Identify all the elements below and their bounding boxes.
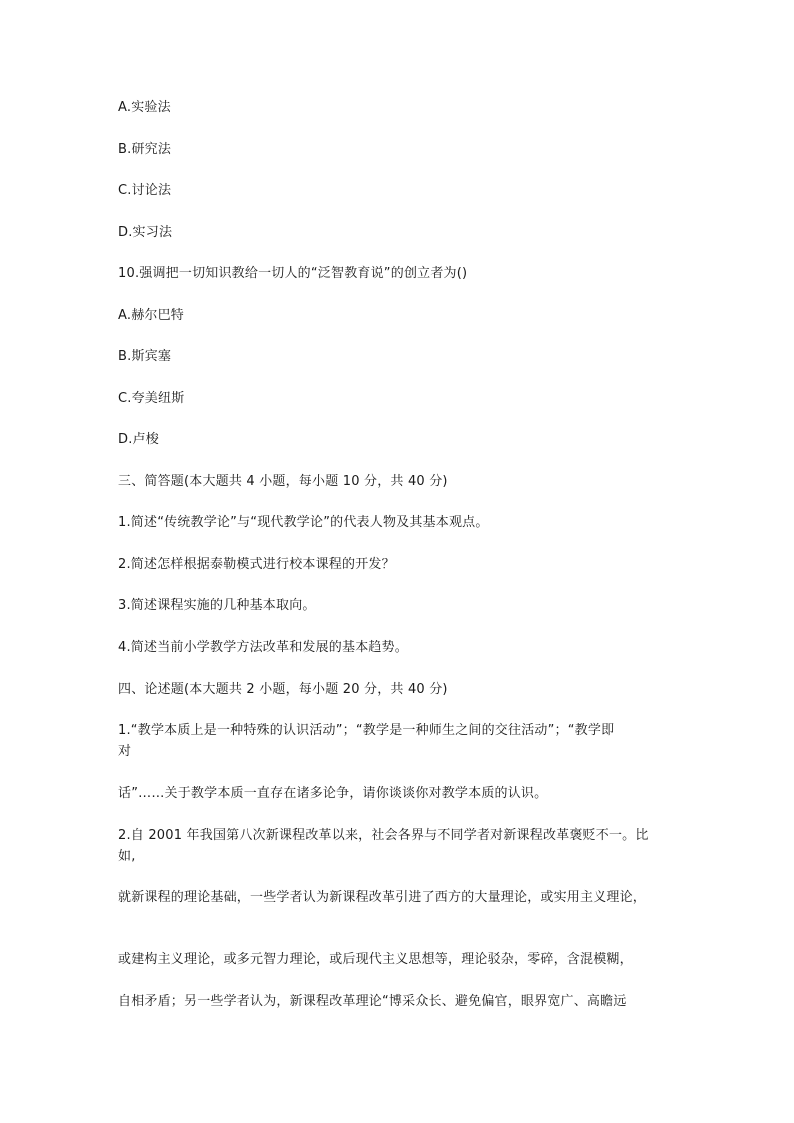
essay-2-line-2: 如,	[118, 849, 136, 864]
short-answer-1: 1.简述“传统教学论”与“现代教学论”的代表人物及其基本观点。	[118, 515, 489, 530]
short-answer-4: 4.简述当前小学教学方法改革和发展的基本趋势。	[118, 640, 409, 655]
option-a-experiment: A.实验法	[118, 100, 171, 115]
option-c-discussion: C.讨论法	[118, 183, 172, 198]
option-b-spencer: B.斯宾塞	[118, 349, 172, 364]
essay-2-line-1: 2.自 2001 年我国第八次新课程改革以来，社会各界与不同学者对新课程改革褒贬不一。比	[118, 828, 649, 843]
short-answer-2: 2.简述怎样根据泰勒模式进行校本课程的开发？	[118, 557, 395, 572]
essay-2-line-5: 自相矛盾；另一些学者认为，新课程改革理论“博采众长、避免偏官，眼界宽广、高瞻远	[118, 994, 627, 1009]
option-c-comenius: C.夸美纽斯	[118, 391, 185, 406]
option-a-herbart: A.赫尔巴特	[118, 308, 184, 323]
essay-1-line-3: 话”……关于教学本质一直存在诸多论争，请你谈谈你对教学本质的认识。	[118, 786, 548, 801]
question-10: 10.强调把一切知识教给一切人的“泛智教育说”的创立者为()	[118, 266, 468, 281]
essay-2-line-4: 或建构主义理论，或多元智力理论，或后现代主义思想等，理论驳杂，零碎，含混模糊，	[118, 952, 633, 967]
essay-1-line-2: 对	[118, 744, 132, 759]
essay-1-line-1: 1.“教学本质上是一种特殊的认识活动”；“教学是一种师生之间的交往活动”；“教学即	[118, 723, 615, 738]
section-4-heading: 四、论述题(本大题共 2 小题，每小题 20 分，共 40 分)	[118, 682, 448, 697]
option-d-practice: D.实习法	[118, 225, 173, 240]
essay-2-line-3: 就新课程的理论基础，一些学者认为新课程改革引进了西方的大量理论，或实用主义理论，	[118, 890, 647, 905]
option-b-research: B.研究法	[118, 142, 172, 157]
option-d-rousseau: D.卢梭	[118, 432, 159, 447]
section-3-heading: 三、简答题(本大题共 4 小题，每小题 10 分，共 40 分)	[118, 474, 448, 489]
short-answer-3: 3.简述课程实施的几种基本取向。	[118, 598, 316, 613]
